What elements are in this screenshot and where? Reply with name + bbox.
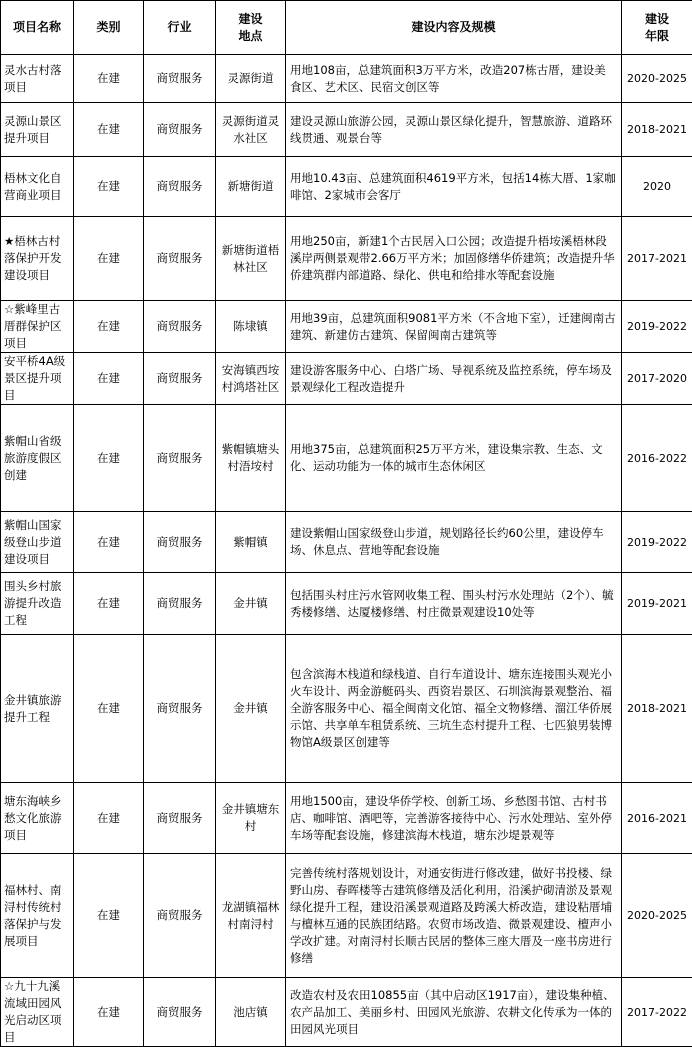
years-cell: 2019-2022 — [622, 512, 692, 573]
category-cell: 在建 — [74, 573, 144, 635]
table-row — [1, 854, 692, 978]
project-name-cell: ★梧林古村落保护开发建设项目 — [1, 217, 74, 301]
category-cell: 在建 — [74, 301, 144, 353]
location-cell: 金井镇 — [216, 635, 286, 783]
industry-cell: 商贸服务 — [144, 783, 216, 854]
content-cell: 建设紫帽山国家级登山步道，规划路径长约60公里，建设停车场、休息点、营地等配套设施 — [286, 512, 622, 573]
years-cell: 2018-2021 — [622, 103, 692, 157]
location-cell: 池店镇 — [216, 978, 286, 1047]
table-row — [1, 301, 692, 353]
table-row — [1, 217, 692, 301]
content-cell: 用地1500亩，建设华侨学校、创新工场、乡愁图书馆、古村书店、咖啡馆、酒吧等，完善游客接待中心、污水处理站、室外停车场等配套设施，修建滨海木栈道，塘东沙堤景观等 — [286, 783, 622, 854]
project-name-cell: 围头乡村旅游提升改造工程 — [1, 573, 74, 635]
years-cell: 2020-2025 — [622, 55, 692, 103]
location-cell: 紫帽镇塘头村浯垵村 — [216, 405, 286, 512]
years-cell: 2017-2022 — [622, 978, 692, 1047]
years-cell: 2016-2021 — [622, 783, 692, 854]
category-cell: 在建 — [74, 103, 144, 157]
content-cell: 改造农村及农田10855亩（其中启动区1917亩），建设集种植、农产品加工、美丽乡村、田园风光旅游、农耕文化传承为一体的田园风光项目 — [286, 978, 622, 1047]
location-cell: 陈埭镇 — [216, 301, 286, 353]
content-cell: 完善传统村落规划设计，对通安街进行修改建，做好书投楼、绿野山房、春晖楼等古建筑修缮及活化利用，沿溪护砌清淤及景观绿化提升工程，建设沿溪景观道路及跨溪大桥改造，建设粘厝埔与檀林互通的民族团结路。农贸市场改造、微景观建设、檀声小学改扩建。对南浔村长顺古民居的整体三座大厝及一座书房进行修缮 — [286, 854, 622, 978]
project-name-cell: 安平桥4A级景区提升项目 — [1, 353, 74, 405]
table-row — [1, 635, 692, 783]
industry-cell: 商贸服务 — [144, 512, 216, 573]
years-cell: 2020 — [622, 157, 692, 217]
table-row — [1, 405, 692, 512]
years-cell: 2019-2021 — [622, 573, 692, 635]
industry-cell: 商贸服务 — [144, 217, 216, 301]
category-cell: 在建 — [74, 854, 144, 978]
location-cell: 金井镇 — [216, 573, 286, 635]
table-row — [1, 512, 692, 573]
content-cell: 用地39亩，总建筑面积9081平方米（不含地下室），迁建闽南古建筑、新建仿古建筑、保留闽南古建筑等 — [286, 301, 622, 353]
industry-cell: 商贸服务 — [144, 405, 216, 512]
category-cell: 在建 — [74, 157, 144, 217]
content-cell: 包含滨海木栈道和绿栈道、自行车道设计、塘东连接围头观光小火车设计、两金游艇码头、西资岩景区、石圳滨海景观整治、福全游客服务中心、福全闽南文化馆、福全文物修缮、溜江华侨展示馆、共享单车租赁系统、三坑生态村提升工程、七匹狼男装博物馆A级景区创建等 — [286, 635, 622, 783]
project-name-cell: 梧林文化自营商业项目 — [1, 157, 74, 217]
header-category: 类别 — [74, 1, 144, 55]
location-cell: 新塘街道 — [216, 157, 286, 217]
content-cell: 用地108亩，总建筑面积3万平方米，改造207栋古厝，建设美食区、艺术区、民宿文创区等 — [286, 55, 622, 103]
category-cell: 在建 — [74, 512, 144, 573]
table-row — [1, 573, 692, 635]
content-cell: 用地10.43亩、总建筑面积4619平方米，包括14栋大厝、1家咖啡馆、2家城市会客厅 — [286, 157, 622, 217]
category-cell: 在建 — [74, 783, 144, 854]
project-name-cell: 塘东海峡乡愁文化旅游项目 — [1, 783, 74, 854]
table-row — [1, 978, 692, 1047]
project-name-cell: ☆紫峰里古厝群保护区项目 — [1, 301, 74, 353]
project-name-cell: 紫帽山国家级登山步道建设项目 — [1, 512, 74, 573]
header-years: 建设 年限 — [622, 1, 692, 55]
project-name-cell: 福林村、南浔村传统村落保护与发展项目 — [1, 854, 74, 978]
years-cell: 2017-2021 — [622, 217, 692, 301]
industry-cell: 商贸服务 — [144, 353, 216, 405]
header-location: 建设 地点 — [216, 1, 286, 55]
industry-cell: 商贸服务 — [144, 978, 216, 1047]
header-name: 项目名称 — [1, 1, 74, 55]
years-cell: 2017-2020 — [622, 353, 692, 405]
location-cell: 新塘街道梧林社区 — [216, 217, 286, 301]
industry-cell: 商贸服务 — [144, 573, 216, 635]
project-name-cell: 灵水古村落项目 — [1, 55, 74, 103]
category-cell: 在建 — [74, 353, 144, 405]
years-cell: 2016-2022 — [622, 405, 692, 512]
category-cell: 在建 — [74, 405, 144, 512]
project-name-cell: ☆九十九溪流域田园风光启动区项目 — [1, 978, 74, 1047]
content-cell: 建设灵源山旅游公园，灵源山景区绿化提升，智慧旅游、道路环线贯通、观景台等 — [286, 103, 622, 157]
industry-cell: 商贸服务 — [144, 854, 216, 978]
content-cell: 用地250亩，新建1个古民居入口公园；改造提升梧垵溪梧林段溪岸两侧景观带2.66万平方米；加固修缮华侨建筑；改造提升华侨建筑群内部道路、绿化、供电和给排水等配套设施 — [286, 217, 622, 301]
content-cell: 建设游客服务中心、白塔广场、导视系统及监控系统，停车场及景观绿化工程改造提升 — [286, 353, 622, 405]
project-name-cell: 灵源山景区提升项目 — [1, 103, 74, 157]
industry-cell: 商贸服务 — [144, 635, 216, 783]
location-cell: 灵源街道灵水社区 — [216, 103, 286, 157]
years-cell: 2018-2021 — [622, 635, 692, 783]
location-cell: 紫帽镇 — [216, 512, 286, 573]
years-cell: 2020-2025 — [622, 854, 692, 978]
header-row — [1, 1, 692, 55]
header-industry: 行业 — [144, 1, 216, 55]
industry-cell: 商贸服务 — [144, 301, 216, 353]
category-cell: 在建 — [74, 217, 144, 301]
location-cell: 龙湖镇福林村南浔村 — [216, 854, 286, 978]
table-row — [1, 103, 692, 157]
header-content: 建设内容及规模 — [286, 1, 622, 55]
industry-cell: 商贸服务 — [144, 55, 216, 103]
table-row — [1, 157, 692, 217]
location-cell: 安海镇西垵村鸿塔社区 — [216, 353, 286, 405]
content-cell: 包括围头村庄污水管网收集工程、围头村污水处理站（2个）、毓秀楼修缮、达厦楼修缮、村庄微景观建设10处等 — [286, 573, 622, 635]
table-row — [1, 353, 692, 405]
location-cell: 灵源街道 — [216, 55, 286, 103]
project-name-cell: 金井镇旅游提升工程 — [1, 635, 74, 783]
years-cell: 2019-2022 — [622, 301, 692, 353]
table-row — [1, 783, 692, 854]
project-name-cell: 紫帽山省级旅游度假区创建 — [1, 405, 74, 512]
category-cell: 在建 — [74, 635, 144, 783]
location-cell: 金井镇塘东村 — [216, 783, 286, 854]
industry-cell: 商贸服务 — [144, 157, 216, 217]
category-cell: 在建 — [74, 978, 144, 1047]
category-cell: 在建 — [74, 55, 144, 103]
table-row — [1, 55, 692, 103]
content-cell: 用地375亩，总建筑面积25万平方米，建设集宗教、生态、文化、运动功能为一体的城市生态休闲区 — [286, 405, 622, 512]
industry-cell: 商贸服务 — [144, 103, 216, 157]
